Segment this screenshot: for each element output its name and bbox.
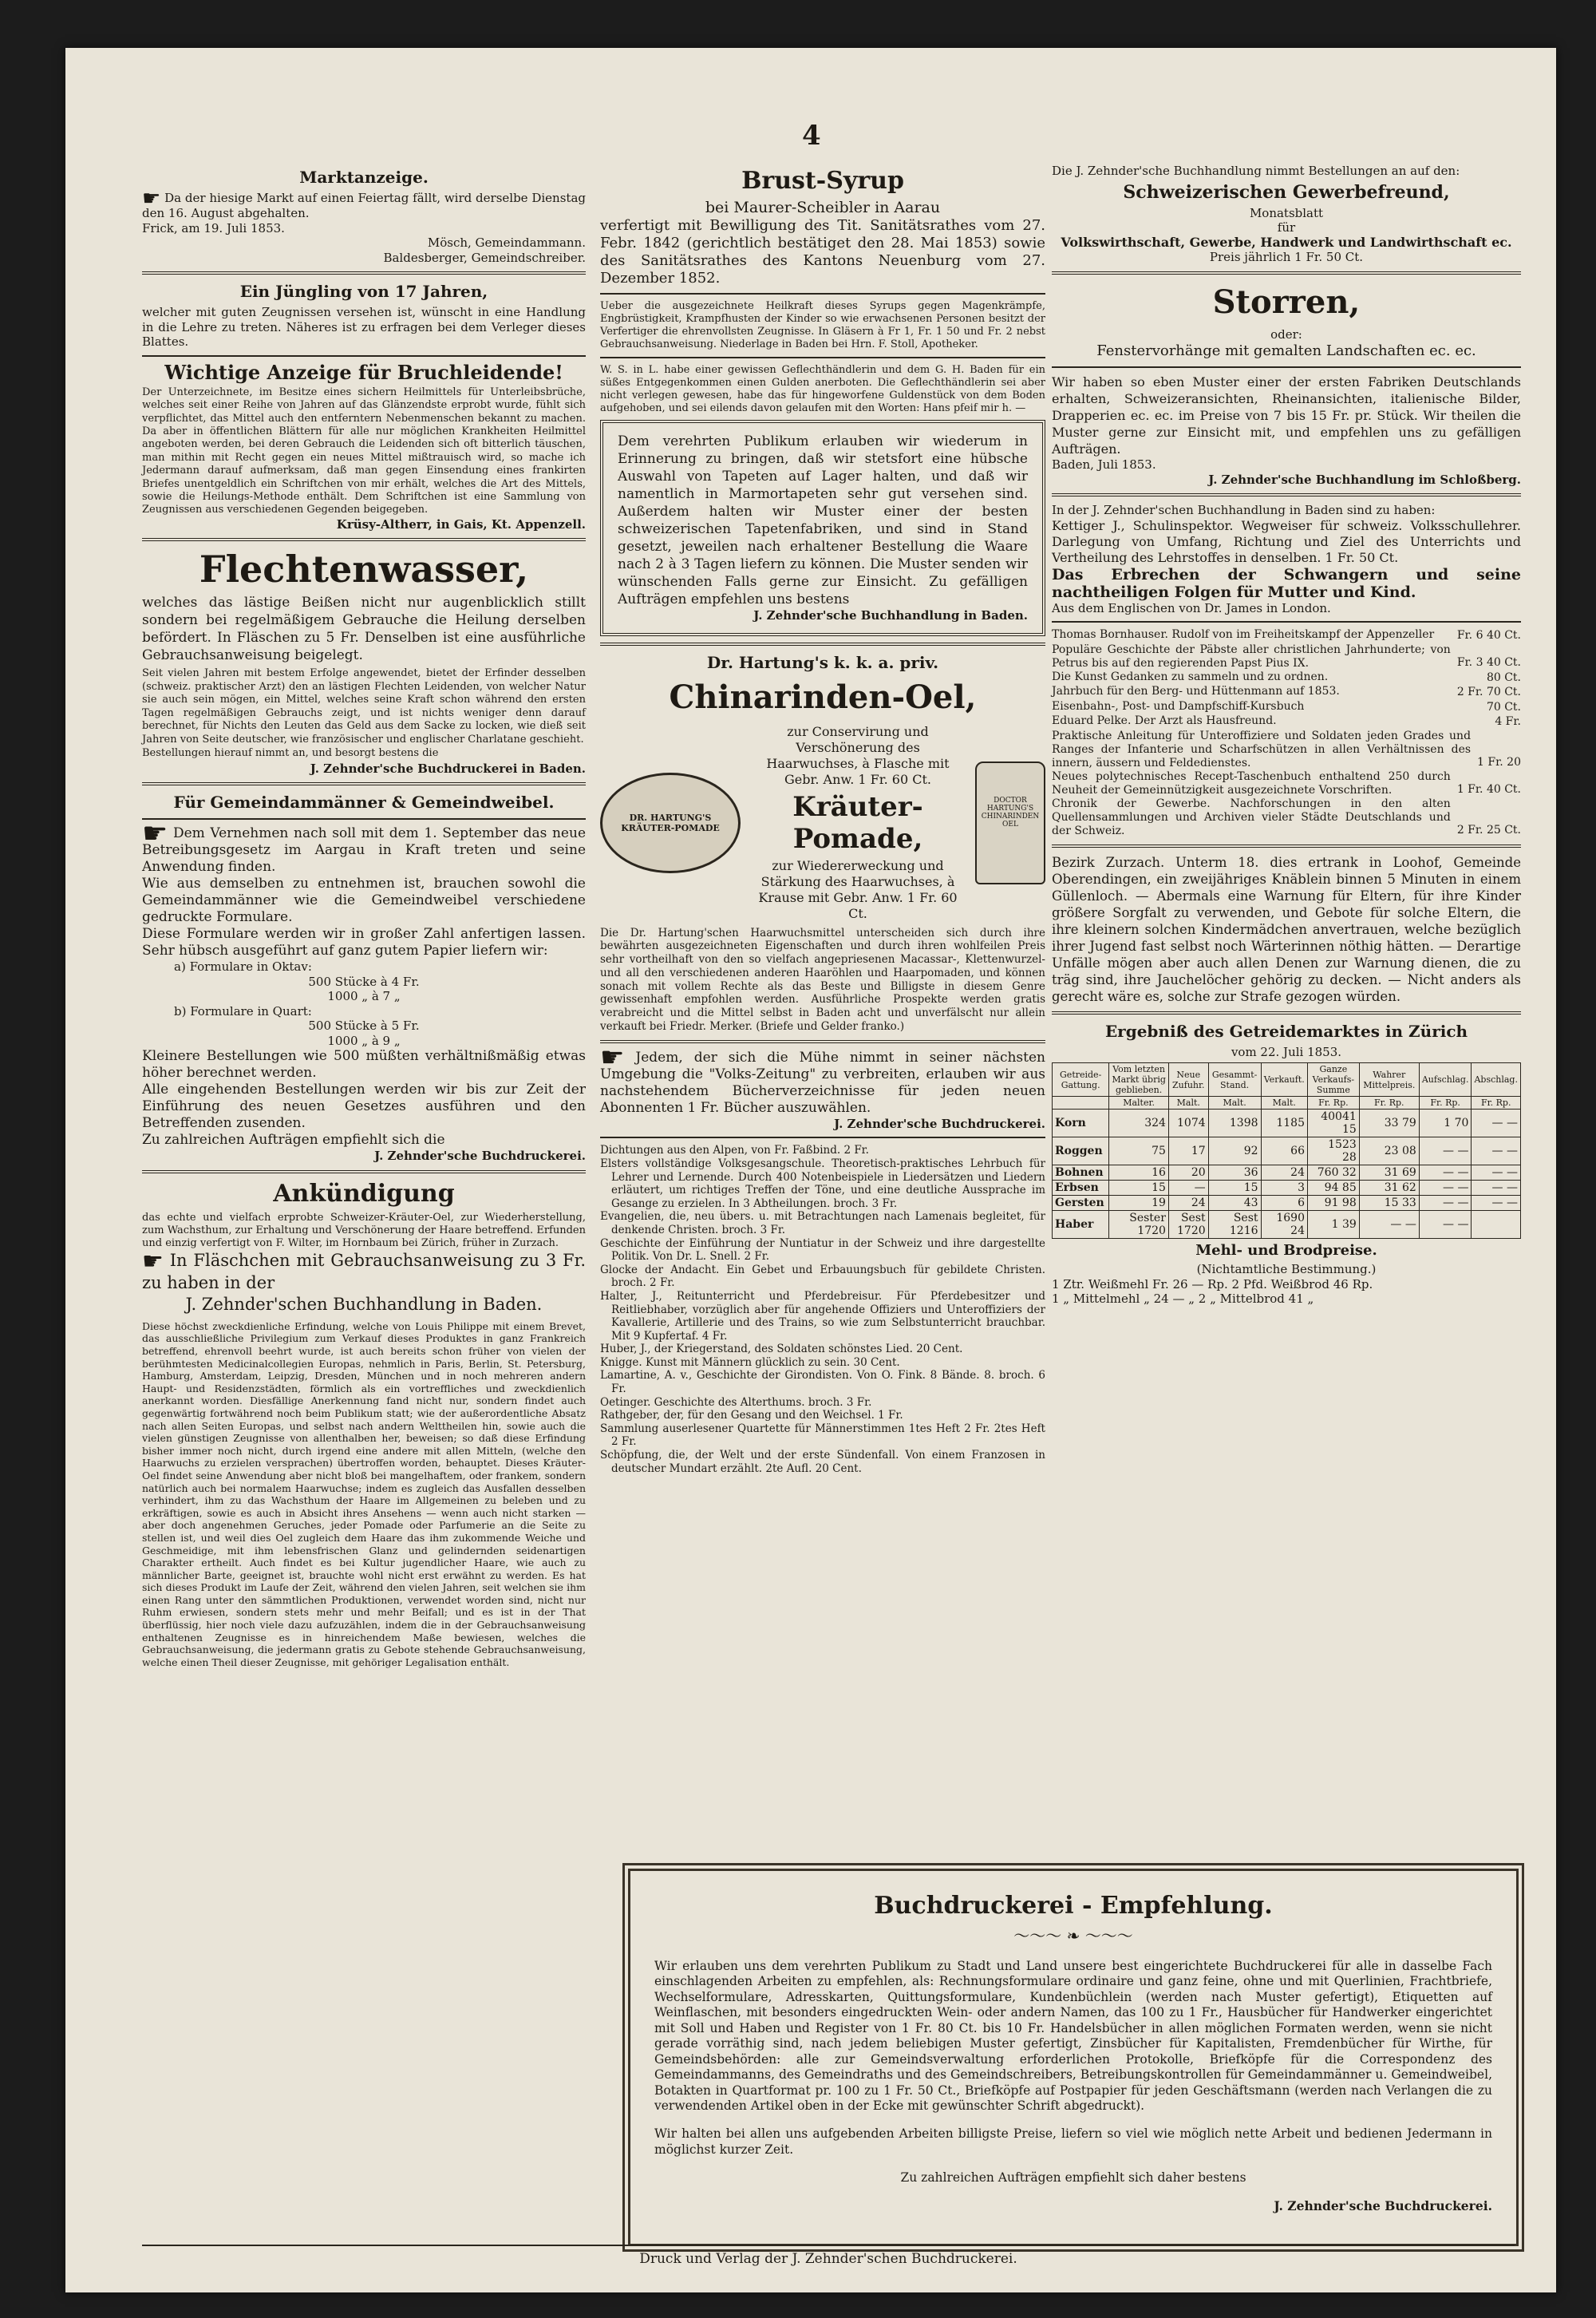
table-cell: 1690 24 [1261,1211,1307,1239]
table-cell: 760 32 [1307,1165,1359,1181]
divider [1052,1011,1521,1015]
table-cell: 66 [1261,1137,1307,1165]
table-unit: Fr. Rp. [1307,1097,1359,1110]
zurzach-text: Bezirk Zurzach. Unterm 18. dies ertrank in Loohof, Gemeinde Oberendingen, ein zweijähriges Knäblein binnen 5 Minuten in einem Güllenloch. — Abermals eine Warnung für Eltern, für ihre Kinder größere Sorgfalt zu verwenden, und Gebote für solche Eltern, die ihre kleinern solchen Kindermädchen anvertrauen, welche bezüglich ihrer Jugend fast selbst noch Wärterinnen nöthig hätten. — Derartige Unfälle mögen aber auch allen Denen zur Warnung dienen, die zu träg sind, ihre Jauchelöcher gehörig zu decken. — Nicht anders als gerecht wäre es, solche zur Strafe gezogen würden. [1052,854,1521,1004]
book-item: Oetinger. Geschichte des Alterthums. broch. 3 Fr. [600,1395,872,1409]
oil-bottle-icon: DOCTOR HARTUNG'S CHINARINDEN OEL [975,761,1045,884]
divider [142,1170,586,1173]
divider [600,1040,1045,1043]
chin-text: zur Conservirung und Verschönerung des Haarwuchses, à Flasche mit Gebr. Anw. 1 Fr. 60 Ct. [766,723,950,787]
book-title: Populäre Geschichte der Päbste aller christlichen Jahrhunderte; von Petrus bis auf den regierenden Papst Pius IX. [1052,643,1451,670]
table-cell: 20 [1168,1165,1208,1181]
gew-title: Schweizerischen Gewerbefreund, [1123,181,1450,203]
book-item: Geschichte der Einführung der Nuntiatur in der Schweiz und ihre dargestellte Politik. Von Dr. L. Snell. 2 Fr. [600,1236,1045,1264]
gemeinde-title: Für Gemeindammänner & Gemeindweibel. [173,793,555,813]
markt-sig2: Baldesberger, Gemeindschreiber. [383,250,586,265]
markt-sig1: Mösch, Gemeindammann. [427,235,586,251]
bruch-text: Der Unterzeichnete, im Besitze eines sichern Heilmittels für Unterleibsbrüche, welches seit einer Reihe von Jahren auf das Glänzendste erprobt wurde, fühlt sich verpflichtet, das Mittel auch den entferntern Nebenmenschen bekannt zu machen. Da aber in öffentlichen Blättern für alle nur möglichen Krankheiten Heilmittel angeboten werden, bei deren Gebrauch die Leidenden sich oft bitterlich täuschen, man mithin mit Recht gegen ein neues Mittel mißtrauisch wird, so mache ich Jedermann darauf aufmerksam, daß man gegen Einsendung eines frankirten Briefes unentgeldlich ein Schriftchen von mir erhält, welches die Art des Mittels, sowie die Heilungs-Methode enthält. Dem Schriftchen ist eine Sammlung von Zeugnissen aus verschiedenen Gegenden beigegeben. [142,386,586,516]
table-cell: — — [1419,1181,1472,1196]
storren-sub1: oder: [1270,326,1302,342]
book-price-row [1052,670,1521,686]
grain-market-title: Ergebniß des Getreidemarktes in Zürich [1104,1021,1468,1041]
divider [600,1137,1045,1138]
juengling-title: Ein Jüngling von 17 Jahren, [239,282,488,302]
print-text3: Zu zahlreichen Aufträgen empfiehlt sich daher bestens [900,2170,1246,2185]
divider [600,643,1045,646]
mehl-line1: 1 Ztr. Weißmehl Fr. 26 — Rp. 2 Pfd. Weißbrod 46 Rp. [1052,1276,1373,1292]
gew-sub2: für [1277,220,1296,235]
page-number: 4 [802,120,821,152]
table-cell: 31 69 [1359,1165,1419,1181]
print-shop-ad [622,1858,1524,2257]
book-price-row [1052,628,1521,643]
table-unit: Malter. [1109,1097,1169,1110]
print-title: Buchdruckerei - Empfehlung. [874,1892,1273,1920]
grain-market-date: vom 22. Juli 1853. [1231,1044,1342,1059]
table-cell: Sest 1216 [1208,1211,1261,1239]
price-a1: 500 Stücke à 4 Fr. [308,974,420,989]
book-title: Thomas Bornhauser. Rudolf von im Freiheitskampf der Appenzeller [1052,628,1435,641]
book-price-list [1052,628,1521,838]
book-price: 1 Fr. 40 Ct. [1456,783,1521,796]
divider [142,538,586,541]
gew-sub1: Monatsblatt [1249,205,1324,220]
brust-maker: bei Maurer-Scheibler in Aarau [705,199,941,216]
table-unit: Fr. Rp. [1419,1097,1472,1110]
hartung-title: Dr. Hartung's k. k. a. priv. [706,652,939,672]
table-cell: — — [1419,1211,1472,1239]
ws-text: W. S. in L. habe einer gewissen Geflechthändlerin und dem G. H. Baden für ein süßes Entgegenkommen einen Gulden anerboten. Die Geflechthändlerin sei aber nicht verlegen gewesen, habe das für hingeworfene Guldenstück von dem Boden aufgehoben, und sei eilends davon gelaufen mit den Worten: Hans pfeif mir h. — [600,364,1045,414]
table-unit: Malt. [1168,1097,1208,1110]
storren-title: Storren, [1212,283,1361,321]
table-cell: — — [1472,1110,1521,1137]
table-cell: 23 08 [1359,1137,1419,1165]
brust-text: verfertigt mit Bewilligung des Tit. Sanitätsrathes vom 27. Febr. 1842 (gerichtlich bestätiget den 28. Mai 1853) sowie des Sanitätsrathes des Kantons Neuenburg vom 27. Dezember 1852. [600,217,1045,287]
price-a: a) Formulare in Oktav: [174,959,312,975]
table-cell: 15 [1208,1181,1261,1196]
table-row [1053,1211,1521,1239]
table-cell: 40041 15 [1307,1110,1359,1137]
flechten-text3: Bestellungen hierauf nimmt an, und besorgt bestens die [142,747,439,760]
storren-place: Baden, Juli 1853. [1052,457,1156,472]
print-text: Wir erlauben uns dem verehrten Publikum zu Stadt und Land unsere best eingerichtete Buchdruckerei für alle in dasselbe Fach einschlagenden Arbeiten zu empfehlen, als: Rechnungsformulare ordinaire und ganz feine, ohne und mit Querlinien, Frachtbriefe, Wechselformulare, Adresskarten, Quittungsformulare, Kundenbüchlein (werden nach Muster gefertigt), Etiquetten auf Weinflaschen, mit besonders eingedruckten Wein- oder andern Namen, das 100 zu 1 Fr., Hausbücher für Handwerker eingerichtet mit Soll und Haben und Register von 1 Fr. 80 Ct. bis 10 Fr. Handelsbücher in allen möglichen Formaten werden, wenn sie nicht gerade vorräthig sind, nach jedem beliebigen Muster gefertigt, Zinsbücher für Kapitalisten, Fremdenbücher für Wirthe, für Gemeindsbehörden: alle zur Gemeindsverwaltung erforderlichen Protokolle, Briefköpfe für die Correspondenz des Gemeindammanns, des Gemeindraths und des Gemeindschreibers, Betreibungskontrollen für Gemeindammänner u. Gemeindweibel, Botakten in Quartformat pr. 100 zu 1 Fr. 50 Ct., Briefköpfe auf Postpapier für jeden Geschäftsmann (werden nach Verlangen die zu verwendenden Artikel oben in der Ecke mit gewünschter Schrift abgedruckt). [654,1958,1492,2113]
table-unit [1053,1097,1109,1110]
book-price: 80 Ct. [1486,670,1521,684]
book-item: Sammlung auserlesener Quartette für Männerstimmen 1tes Heft 2 Fr. 2tes Heft 2 Fr. [600,1422,1045,1449]
table-cell: 16 [1109,1165,1169,1181]
table-header: Gesammt-Stand. [1208,1063,1261,1097]
divider [142,355,586,357]
divider [1052,621,1521,623]
book-price: 2 Fr. 25 Ct. [1456,824,1521,837]
table-cell: 1398 [1208,1110,1261,1137]
imprint: Druck und Verlag der J. Zehnder'schen Buchdruckerei. [142,2245,1515,2267]
book-price-row [1052,643,1521,670]
price-b: b) Formulare in Quart: [174,1003,312,1019]
volks-text: Jedem, der sich die Mühe nimmt in seiner nächsten Umgebung die "Volks-Zeitung" zu verbreiten, erlauben wir aus nachstehendem Bücherverzeichnisse für jeden neuen Abonnenten 1 Fr. Bücher auszuwählen. [600,1049,1045,1116]
table-unit: Malt. [1208,1097,1261,1110]
table-cell: 31 62 [1359,1181,1419,1196]
ornament-frame [622,1863,1524,2252]
table-header: Wahrer Mittelpreis. [1359,1063,1419,1097]
storren-sub2: Fenstervorhänge mit gemalten Landschaften ec. ec. [1096,342,1476,359]
book-item: Huber, J., der Kriegerstand, des Soldaten schönstes Lied. 20 Cent. [600,1343,963,1356]
table-row [1053,1181,1521,1196]
table-cell: Gersten [1053,1196,1109,1211]
table-cell: 324 [1109,1110,1169,1137]
markt-text: Da der hiesige Markt auf einen Feiertag fällt, wird derselbe Dienstag den 16. August abgehalten. [142,191,586,221]
divider [600,357,1045,358]
hartung-products [600,724,1045,922]
table-cell: — [1168,1181,1208,1196]
flechten-title: Flechtenwasser, [199,548,529,591]
table-header: Getreide-Gattung. [1053,1063,1109,1097]
book-title: Praktische Anleitung für Unteroffiziere und Soldaten jeden Grades und Ranges der Infanterie und Scharfschützen in allen Verhältnissen des innern, äussern und Feldedienstes. [1052,729,1472,769]
table-row [1053,1196,1521,1211]
flourish-icon: ～～～ ❧ ～～～ [1013,1926,1133,1945]
kraeuter-title: Kräuter-Pomade, [792,790,923,855]
table-header: Vom letzten Markt übrig geblieben. [1109,1063,1169,1097]
table-cell: — — [1419,1196,1472,1211]
table-header: Neue Zufuhr. [1168,1063,1208,1097]
book-price: 4 Fr. [1495,715,1521,728]
divider [142,818,586,820]
gew-intro: Die J. Zehnder'sche Buchhandlung nimmt Bestellungen an auf den: [1052,164,1460,178]
table-cell: 1 70 [1419,1110,1472,1137]
table-cell: — — [1419,1137,1472,1165]
divider [1052,493,1521,496]
table-cell: — — [1472,1181,1521,1196]
book-price-row [1052,730,1521,770]
mehl-line2: 1 „ Mittelmehl „ 24 — „ 2 „ Mittelbrod 41 „ [1052,1292,1314,1306]
volks-sig: J. Zehnder'sche Buchdruckerei. [834,1116,1045,1131]
table-cell: 75 [1109,1137,1169,1165]
book-title: Chronik der Gewerbe. Nachforschungen in den alten Quellensammlungen und Archiven vieler Städte Deutschlands und der Schweiz. [1052,797,1451,837]
brust-small: Ueber die ausgezeichnete Heilkraft dieses Syrups gegen Magenkrämpfe, Engbrüstigkeit, Krampfhusten der Kinder so wie erwachsenen Personen besitzt der Verfertiger die ehrenvollsten Zeugnisse. In Gläsern à Fr 1, Fr. 1 50 und Fr. 2 nebst Gebrauchsanweisung. Niederlage in Baden bei Hrn. F. Stoll, Apotheker. [600,300,1045,350]
pointing-hand-icon: ☛ [600,1041,625,1074]
book-price-row [1052,797,1521,838]
table-cell: — — [1472,1165,1521,1181]
book-price-row [1052,770,1521,797]
table-row [1053,1165,1521,1181]
divider [142,271,586,275]
table-cell: 15 33 [1359,1196,1419,1211]
price-a2: 1000 „ à 7 „ [327,989,401,1004]
pointing-hand-icon: ☛ [142,1247,164,1276]
markt-place: Frick, am 19. Juli 1853. [142,220,285,235]
erbrechen-text: Aus dem Englischen von Dr. James in London. [1052,600,1331,615]
table-cell: Sester 1720 [1109,1211,1169,1239]
column-right [1052,164,1521,1307]
divider [1052,271,1521,275]
juengling-text: welcher mit guten Zeugnissen versehen ist, wünscht in eine Handlung in die Lehre zu treten. Näheres ist zu erfragen bei dem Verleger dieses Blattes. [142,305,586,350]
book-price-row [1052,685,1521,700]
book-title: Eduard Pelke. Der Arzt als Hausfreund. [1052,714,1277,727]
book-title: Neues polytechnisches Recept-Taschenbuch enthaltend 250 durch Neuheit der Gemeinnützigkeit ausgezeichnete Vorschriften. [1052,769,1451,797]
table-header: Verkauft. [1261,1063,1307,1097]
table-cell: 43 [1208,1196,1261,1211]
divider [1052,366,1521,368]
print-text2: Wir halten bei allen uns aufgebenden Arbeiten billigste Preise, liefern so viel wie möglich nette Arbeit und bedienen Jedermann in möglichst kurzer Zeit. [654,2126,1492,2157]
gemeinde-p5: Alle eingehenden Bestellungen werden wir bis zur Zeit der Einführung des neuen Gesetzes ausführen und den Betreffenden zusenden. [142,1082,586,1132]
divider [1052,845,1521,848]
table-cell: Bohnen [1053,1165,1109,1181]
book-item: Glocke der Andacht. Ein Gebet und Erbauungsbuch für gebildete Christen. broch. 2 Fr. [600,1263,1045,1290]
ankuend-title: Ankündigung [273,1179,455,1208]
book-price: Fr. 6 40 Ct. [1456,629,1521,642]
gemeinde-p3: Diese Formulare werden wir in großer Zahl anfertigen lassen. Sehr hübsch ausgeführt auf ganz gutem Papier liefern wir: [142,926,586,959]
table-row [1053,1137,1521,1165]
gemeinde-p6: Zu zahlreichen Aufträgen empfiehlt sich die [142,1132,445,1149]
table-cell: Roggen [1053,1137,1109,1165]
table-cell [1472,1211,1521,1239]
gemeinde-sig: J. Zehnder'sche Buchdruckerei. [374,1149,586,1164]
table-cell: 15 [1109,1181,1169,1196]
book-item: Halter, J., Reitunterricht und Pferdebreisur. Für Pferdebesitzer und Reitliebhaber, vorzüglich aber für angehende Offiziers und Unteroffiziers der Kavallerie, Artillerie und des Trains, so wie zum Selbstunterricht brauchbar. Mit 9 Kupfertaf. 4 Fr. [600,1289,1045,1343]
gew-sub3: Volkswirthschaft, Gewerbe, Handwerk und Landwirthschaft ec. [1061,234,1512,250]
ankuend-text: das echte und vielfach erprobte Schweizer-Kräuter-Oel, zur Wiederherstellung, zum Wachsthum, zur Erhaltung und Verschönerung der Haare betreffend. Erfunden und einzig verfertigt von F. Wilter, im Hornbaum bei Zürich, früher in Zurzach. [142,1211,586,1249]
ankuend-long: Diese höchst zweckdienliche Erfindung, welche von Louis Philippe mit einem Brevet, das ausschließliche Privilegium zum Verkauf dieses Produktes in ganz Frankreich betreffend, ehrenvoll beehrt wurde, ist auch bereits schon früher von vielen der berühmtesten Medicinalcollegien Europas, nehmlich in Paris, Berlin, St. Petersburg, Hamburg, Amsterdam, Leipzig, Dresden, München und in noch mehreren andern Haupt- und Residenzstädten, förmlich als ein vortreffliches und zweckdienlich anerkannt worden. Diesfällige Anerkennung fand nicht nur, sondern findet auch gegenwärtig fortwährend noch beim Publikum statt; wie der außerordentliche Absatz nach allen Seiten Europas, und selbst nach andern Welttheilen hin, sowie auch die vielen günstigen Zeugnisse von allenthalben her, beweisen; so daß diese Erfindung bisher immer noch nicht, durch irgend eine andere mit allen Mitteln, (welche den Haarwuchs zu erzielen versprachen) übertroffen worden, behauptet. Dieses Kräuter-Oel findet seine Anwendung aber nicht bloß bei mangelhaftem, oder frankem, sondern natürlich auch bei normalem Haarwuchse; indem es zugleich das Ausfallen desselben verhindert, ihm zu das Wachsthum der Haare im Allgemeinen zu beleben und zu erkräftigen, sowie es auch in Absicht ihres Ansehens — wenn auch nicht starken — aber doch angenehmen Geruches, jeder Pomade oder Parfumerie an die Seite zu stellen ist, und weil dies Oel zugleich dem Haare das ihm zukommende Weiche und Geschmeidige, mit ihm lebensfrischen Glanz und gelindernden seidenartigen Charakter ertheilt. Auch findet es bei Kultur jugendlicher Haare, wie auch zu männlicher Barte, geeignet ist, brauchte wohl nicht erst erwähnt zu werden. Es hat sich dieses Produkt im Laufe der Zeit, während den vielen Jahren, seit welchen sie ihm einen Rang unter den sämmtlichen Produktionen, verwendet worden sind, nicht nur Ruhm erwiesen, sondern stets mehr und mehr Beifall; und es ist in der That überflüssig, hier noch viele dazu aufzuzählen, indem die in der Gebrauchsanweisung enthaltenen Zeugnisse es in hinreichendem Maße bewiesen, welches die Gebrauchsanweisung, die jedermann gratis zu Gebote stehende Gebrauchsanweisung, welche einen Theil dieser Zeugnisse, mit gehöriger Legalisation enthält. [142,1319,586,1668]
table-header: Abschlag. [1472,1063,1521,1097]
table-cell: 92 [1208,1137,1261,1165]
table-cell: — — [1472,1196,1521,1211]
book-title: Jahrbuch für den Berg- und Hüttenmann auf 1853. [1052,685,1340,698]
table-cell: 1523 28 [1307,1137,1359,1165]
table-cell: 33 79 [1359,1110,1419,1137]
pointing-hand-icon: ☛ [142,186,161,211]
print-sig: J. Zehnder'sche Buchdruckerei. [1274,2197,1492,2213]
mehl-title: Mehl- und Brodpreise. [1195,1242,1377,1259]
table-cell: 1074 [1168,1110,1208,1137]
flechten-text: welches das lästige Beißen nicht nur augenblicklich stillt sondern bei regelmäßigem Gebrauche die Heilung derselben befördert. In Fläschen zu 5 Fr. Denselben ist eine ausführliche Gebrauchsanweisung beigelegt. [142,595,586,664]
mehl-sub: (Nichtamtliche Bestimmung.) [1196,1262,1377,1276]
table-header: Aufschlag. [1419,1063,1472,1097]
ankuend-big: In Fläschchen mit Gebrauchsanweisung zu 3 Fr. zu haben in der [142,1250,586,1292]
book-item: Dichtungen aus den Alpen, von Fr. Faßbind. 2 Fr. [600,1144,869,1157]
book-item: Knigge. Kunst mit Männern glücklich zu sein. 30 Cent. [600,1355,900,1369]
buch-intro: In der J. Zehnder'schen Buchhandlung in Baden sind zu haben: [1052,503,1436,517]
book-price: 70 Ct. [1486,700,1521,714]
erbrechen-title: Das Erbrechen der Schwangern und seine nachtheiligen Folgen für Mutter und Kind. [1052,565,1521,601]
pointing-hand-icon: ☛ [142,817,168,851]
table-cell: 3 [1261,1181,1307,1196]
table-cell: — — [1419,1165,1472,1181]
storren-text: Wir haben so eben Muster einer der ersten Fabriken Deutschlands erhalten, Schweizeransichten, Rheinansichten, italienische Bilder, Drapperien ec. ec. im Preise von 7 bis 15 Fr. pr. Stück. Wir theilen die Muster gerne zur Einsicht mit, und empfehlen uns zu gefälligen Aufträgen. [1052,374,1521,457]
gemeinde-p4: Kleinere Bestellungen wie 500 müßten verhältnißmäßig etwas höher berechnet werden. [142,1048,586,1082]
book-price: 1 Fr. 20 [1477,756,1521,769]
brust-title: Brust-Syrup [741,167,904,195]
table-cell: 36 [1208,1165,1261,1181]
book-item: Lamartine, A. v., Geschichte der Girondisten. Von O. Fink. 8 Bände. 8. broch. 6 Fr. [600,1369,1045,1396]
table-row [1053,1110,1521,1137]
table-cell: 1 39 [1307,1211,1359,1239]
book-list [600,1144,1045,1475]
book-price: Fr. 3 40 Ct. [1456,656,1521,669]
table-cell: Korn [1053,1110,1109,1137]
tapeten-box [600,420,1045,636]
column-middle [600,164,1045,1475]
table-cell: 91 98 [1307,1196,1359,1211]
table-cell: — — [1472,1137,1521,1165]
gemeinde-p1: Dem Vernehmen nach soll mit dem 1. September das neue Betreibungsgesetz im Aargau in Kraft treten und seine Anwendung finden. [142,825,586,876]
bruch-sig: Krüsy-Altherr, in Gais, Kt. Appenzell. [336,516,586,532]
storren-sig: J. Zehnder'sche Buchhandlung im Schloßberg. [1208,472,1521,487]
book-title: Die Kunst Gedanken zu sammeln und zu ordnen. [1052,670,1329,683]
table-unit: Fr. Rp. [1359,1097,1419,1110]
pomade-tin-icon: DR. HARTUNG'S KRÄUTER-POMADE [600,773,741,873]
kettiger: Kettiger J., Schulinspektor. Wegweiser für schweiz. Volksschullehrer. Darlegung von Umfang, Richtung und Ziel des Unterrichts und Vertheilung des Lehrstoffes in denselben. 1 Fr. 50 Ct. [1052,517,1521,565]
price-b2: 1000 „ à 9 „ [327,1033,401,1048]
book-title: Eisenbahn-, Post- und Dampfschiff-Kursbuch [1052,699,1305,713]
table-cell: 24 [1261,1165,1307,1181]
table-cell: Sest 1720 [1168,1211,1208,1239]
table-cell: Haber [1053,1211,1109,1239]
gew-price: Preis jährlich 1 Fr. 50 Ct. [1209,250,1364,264]
table-cell: 1185 [1261,1110,1307,1137]
table-cell: Erbsen [1053,1181,1109,1196]
book-item: Evangelien, die, neu übers. u. mit Betrachtungen nach Lamenais begleitet, für denkende Christen. broch. 3 Fr. [600,1210,1045,1236]
gemeinde-p2: Wie aus demselben zu entnehmen ist, brauchen sowohl die Gemeindammänner wie die Gemeindweibel verschiedene gedruckte Formulare. [142,876,586,926]
table-cell: 94 85 [1307,1181,1359,1196]
table-header: Ganze Verkaufs-Summe [1307,1063,1359,1097]
table-cell: 24 [1168,1196,1208,1211]
table-unit: Malt. [1261,1097,1307,1110]
book-item: Schöpfung, die, der Welt und der erste Sündenfall. Von einem Franzosen in deutscher Mundart erzählt. 2te Aufl. 20 Cent. [600,1449,1045,1475]
table-cell: 19 [1109,1196,1169,1211]
ankuend-shop: J. Zehnder'schen Buchhandlung in Baden. [185,1294,543,1314]
book-price-row [1052,700,1521,715]
book-item: Rathgeber, der, für den Gesang und den Weichsel. 1 Fr. [600,1409,903,1422]
table-cell: 6 [1261,1196,1307,1211]
bruch-title: Wichtige Anzeige für Bruchleidende! [164,360,563,384]
price-b1: 500 Stücke à 5 Fr. [308,1019,420,1034]
divider [142,782,586,785]
book-item: Elsters vollständige Volksgesangschule. Theoretisch-praktisches Lehrbuch für Lehrer und Lernende. Durch 400 Notenbeispiele in Liedersätzen und Liedern erläutert, um richtiges Treffen der Töne, und eine deutliche Aussprache im Gesange zu erzielen. In 3 Abtheilungen. broch. 3 Fr. [600,1157,1045,1210]
kraeuter-text: zur Wiedererweckung und Stärkung des Haarwuchses, à Krause mit Gebr. Anw. 1 Fr. 60 Ct. [758,857,958,921]
hartung-text: Die Dr. Hartung'schen Haarwuchsmittel unterscheiden sich durch ihre bewährten ausgezeichneten Eigenschaften und durch ihren wohlfeilen Preis sehr vortheilhaft von den so vielfach angepriesenen Macassar-, Klettenwurzel- und all den verschiedenen anderen Haaröhlen und Haarpomaden, und können sonach mit vollem Rechte als das Beste und Billigste in diesem Genre gewissenhaft empfohlen werden. Ausführliche Prospekte werden gratis verabreicht und die Mittel selbst in Baden acht und unverfälscht nur allein verkauft bei Friedr. Merker. (Briefe und Gelder franko.) [600,926,1045,1034]
column-left [142,164,586,1668]
book-price-row [1052,714,1521,730]
book-price: 2 Fr. 70 Ct. [1456,686,1521,698]
tapeten-sig: J. Zehnder'sche Buchhandlung in Baden. [753,608,1028,623]
tapeten-text: Dem verehrten Publikum erlauben wir wiederum in Erinnerung zu bringen, daß wir stetsfort eine hübsche Auswahl von Tapeten auf Lager halten, und daß wir namentlich in Marmortapeten sehr gut versehen sind. Außerdem halten wir Muster einer der besten schweizerischen Tapetenfabriken, und sind in Stand gesetzt, jeweilen nach erhaltener Bestellung die Waare nach 2 à 3 Tagen liefern zu können. Die Muster senden wir wünschenden Falls gerne zur Einsicht. Zu gefälligen Aufträgen empfehlen uns bestens [618,433,1028,607]
chin-title: Chinarinden-Oel, [669,678,977,716]
table-unit: Fr. Rp. [1472,1097,1521,1110]
grain-market-table [1052,1062,1521,1239]
flechten-text2: Seit vielen Jahren mit bestem Erfolge angewendet, bietet der Erfinder desselben (schweiz. praktischer Arzt) den an lästigen Flechten Leidenden, von welcher Natur sie auch sein mögen, ein Mittel, welches seine Kraft schon während den ersten Tagen regelmäßigen Gebrauchs zeigt, und ist nichts weniger denn darauf berechnet, für Nichts den Leuten das Geld aus dem Sacke zu locken, wie dieß seit Jahren von Seite deutscher, wie französischer und englischer Charlatane geschieht. [142,667,586,746]
flechten-sig: J. Zehnder'sche Buchdruckerei in Baden. [310,761,586,776]
markt-title: Marktanzeige. [299,168,429,187]
table-cell: 17 [1168,1137,1208,1165]
divider [600,293,1045,295]
table-cell: — — [1359,1211,1419,1239]
